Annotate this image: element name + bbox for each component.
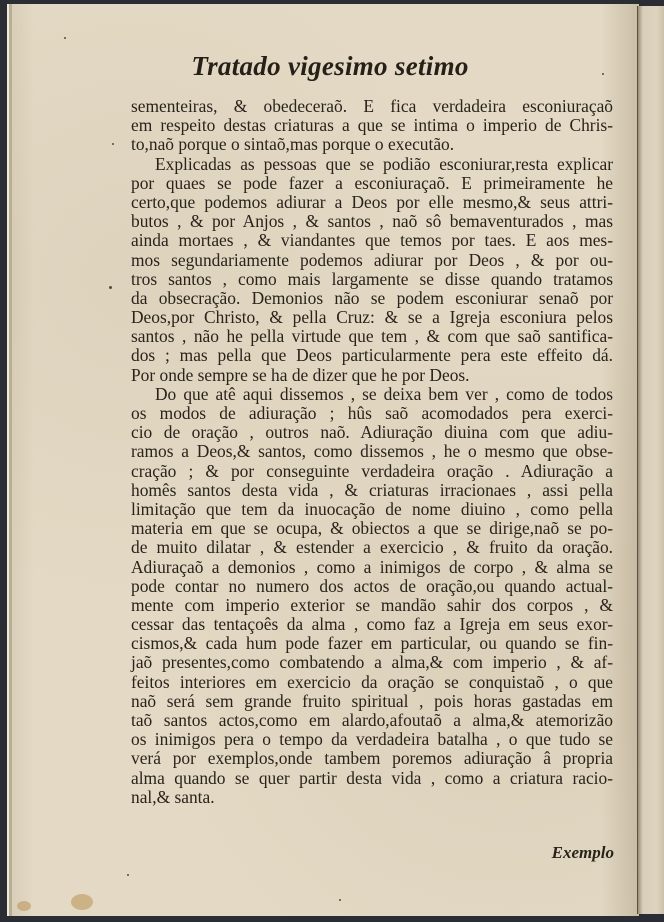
- text-line: feitos interiores em exercicio da oração se conquistaõ , o que: [131, 671, 613, 692]
- text-line: sementeiras, & obedeceraõ. E fica verdadeira esconiuraçaõ: [131, 96, 613, 116]
- text-line: jaõ presentes,como combatendo a alma,& com imperio , & af-: [131, 652, 613, 673]
- paper-speck: [109, 286, 112, 289]
- text-line: materia em que se ocupa, & obiectos a que se dirige,naõ se po-: [131, 518, 613, 539]
- text-line: pode contar no numero dos actos de oração,ou quando actual-: [131, 575, 613, 596]
- text-line: to,naõ porque o sintaõ,mas porque o executão.: [131, 134, 455, 155]
- text-line: cismos,& cada hum pode fazer em particular, ou quando se fin-: [131, 633, 613, 654]
- paper-speck: [339, 899, 341, 901]
- text-line: homês santos desta vida , & criaturas irracionaes , assi pella: [131, 479, 613, 500]
- text-line: da obsecração. Demonios não se podem esconiurar senaõ por: [131, 287, 613, 308]
- text-line: Deos,por Christo, & pella Cruz: & se a Igreja esconiura pelos: [131, 307, 613, 328]
- text-line: por quaes se pode fazer a esconiuraçaõ. E primeiramente he: [131, 172, 613, 193]
- text-line: alma quando se quer partir desta vida , como a criatura racio-: [131, 767, 613, 788]
- text-line: Adiuraçaõ a demonios , como a inimigos de corpo , & alma se: [131, 556, 613, 577]
- text-line: de muito dilatar , & estender a exercicio , & fruito da oração.: [131, 537, 613, 558]
- text-line: nal,& santa.: [131, 786, 215, 807]
- text-line: em respeito destas criaturas a que se intima o imperio de Chris-: [131, 115, 613, 136]
- text-line: cio de oração , outros naõ. Adiuração diuina com que adiu-: [131, 422, 613, 443]
- paper-speck: [64, 37, 66, 39]
- text-line: ramos a Deos,& santos, como dissemos , he o mesmo que obse-: [131, 441, 613, 462]
- text-line: tros santos , como mais largamente se disse quando tratamos: [131, 268, 613, 289]
- text-line: ainda mortaes , & viandantes que temos por taes. E aos mes-: [131, 230, 613, 251]
- text-line: Explicadas as pessoas que se podião esconiurar,resta explicar: [155, 153, 613, 174]
- text-line: mente com imperio exterior se mandão sahir dos corpos , &: [131, 594, 613, 615]
- foxing-stain: [71, 894, 93, 910]
- text-line: verá por exemplos,onde tambem poremos adiuração â propria: [131, 748, 613, 769]
- text-line: naõ será sem grande fruito spiritual , pois horas gastadas em: [131, 690, 613, 711]
- text-line: Por onde sempre se ha de dizer que he por Deos.: [131, 364, 470, 385]
- foxing-stain: [17, 901, 31, 911]
- text-line: santos , não he pella virtude que tem , & com que saõ santifica-: [131, 326, 613, 347]
- text-line: dos ; mas pella que Deos particularmente pera este effeito dá.: [131, 345, 613, 366]
- text-line: cessar das tentaçoês da alma , como faz a Igreja em seus exor-: [131, 614, 613, 635]
- body-text: [131, 97, 613, 807]
- catchword: Exemplo: [551, 843, 614, 862]
- text-line: cração ; & por conseguinte verdadeira oração . Adiuração a: [131, 460, 613, 481]
- text-line: mos segundariamente podemos adiurar por Deos , & por ou-: [131, 249, 613, 270]
- text-line: certo,que podemos adiurar a Deos por elle mesmo,& seus attri-: [131, 191, 613, 212]
- text-line: Do que atê aqui dissemos , se deixa bem ver , como de todos: [155, 383, 613, 404]
- paper-speck: [127, 874, 129, 876]
- text-line: os inimigos pera o tempo da verdadeira batalha , o que tudo se: [131, 729, 613, 750]
- next-page-edge: [637, 6, 664, 914]
- paper-speck: [112, 143, 114, 145]
- text-line: taõ santos actos,como em alardo,afoutaõ a alma,& atemorizão: [131, 710, 613, 730]
- running-head: Tratado vigesimo setimo: [191, 51, 469, 81]
- text-line: limitação que tem da inuocação de nome diuino , como pella: [131, 498, 613, 519]
- text-line: os modos de adiuração ; hûs saõ acomodados pera exerci-: [131, 403, 613, 423]
- text-line: butos , & por Anjos , & santos , naõ sô bemaventurados , mas: [131, 211, 613, 232]
